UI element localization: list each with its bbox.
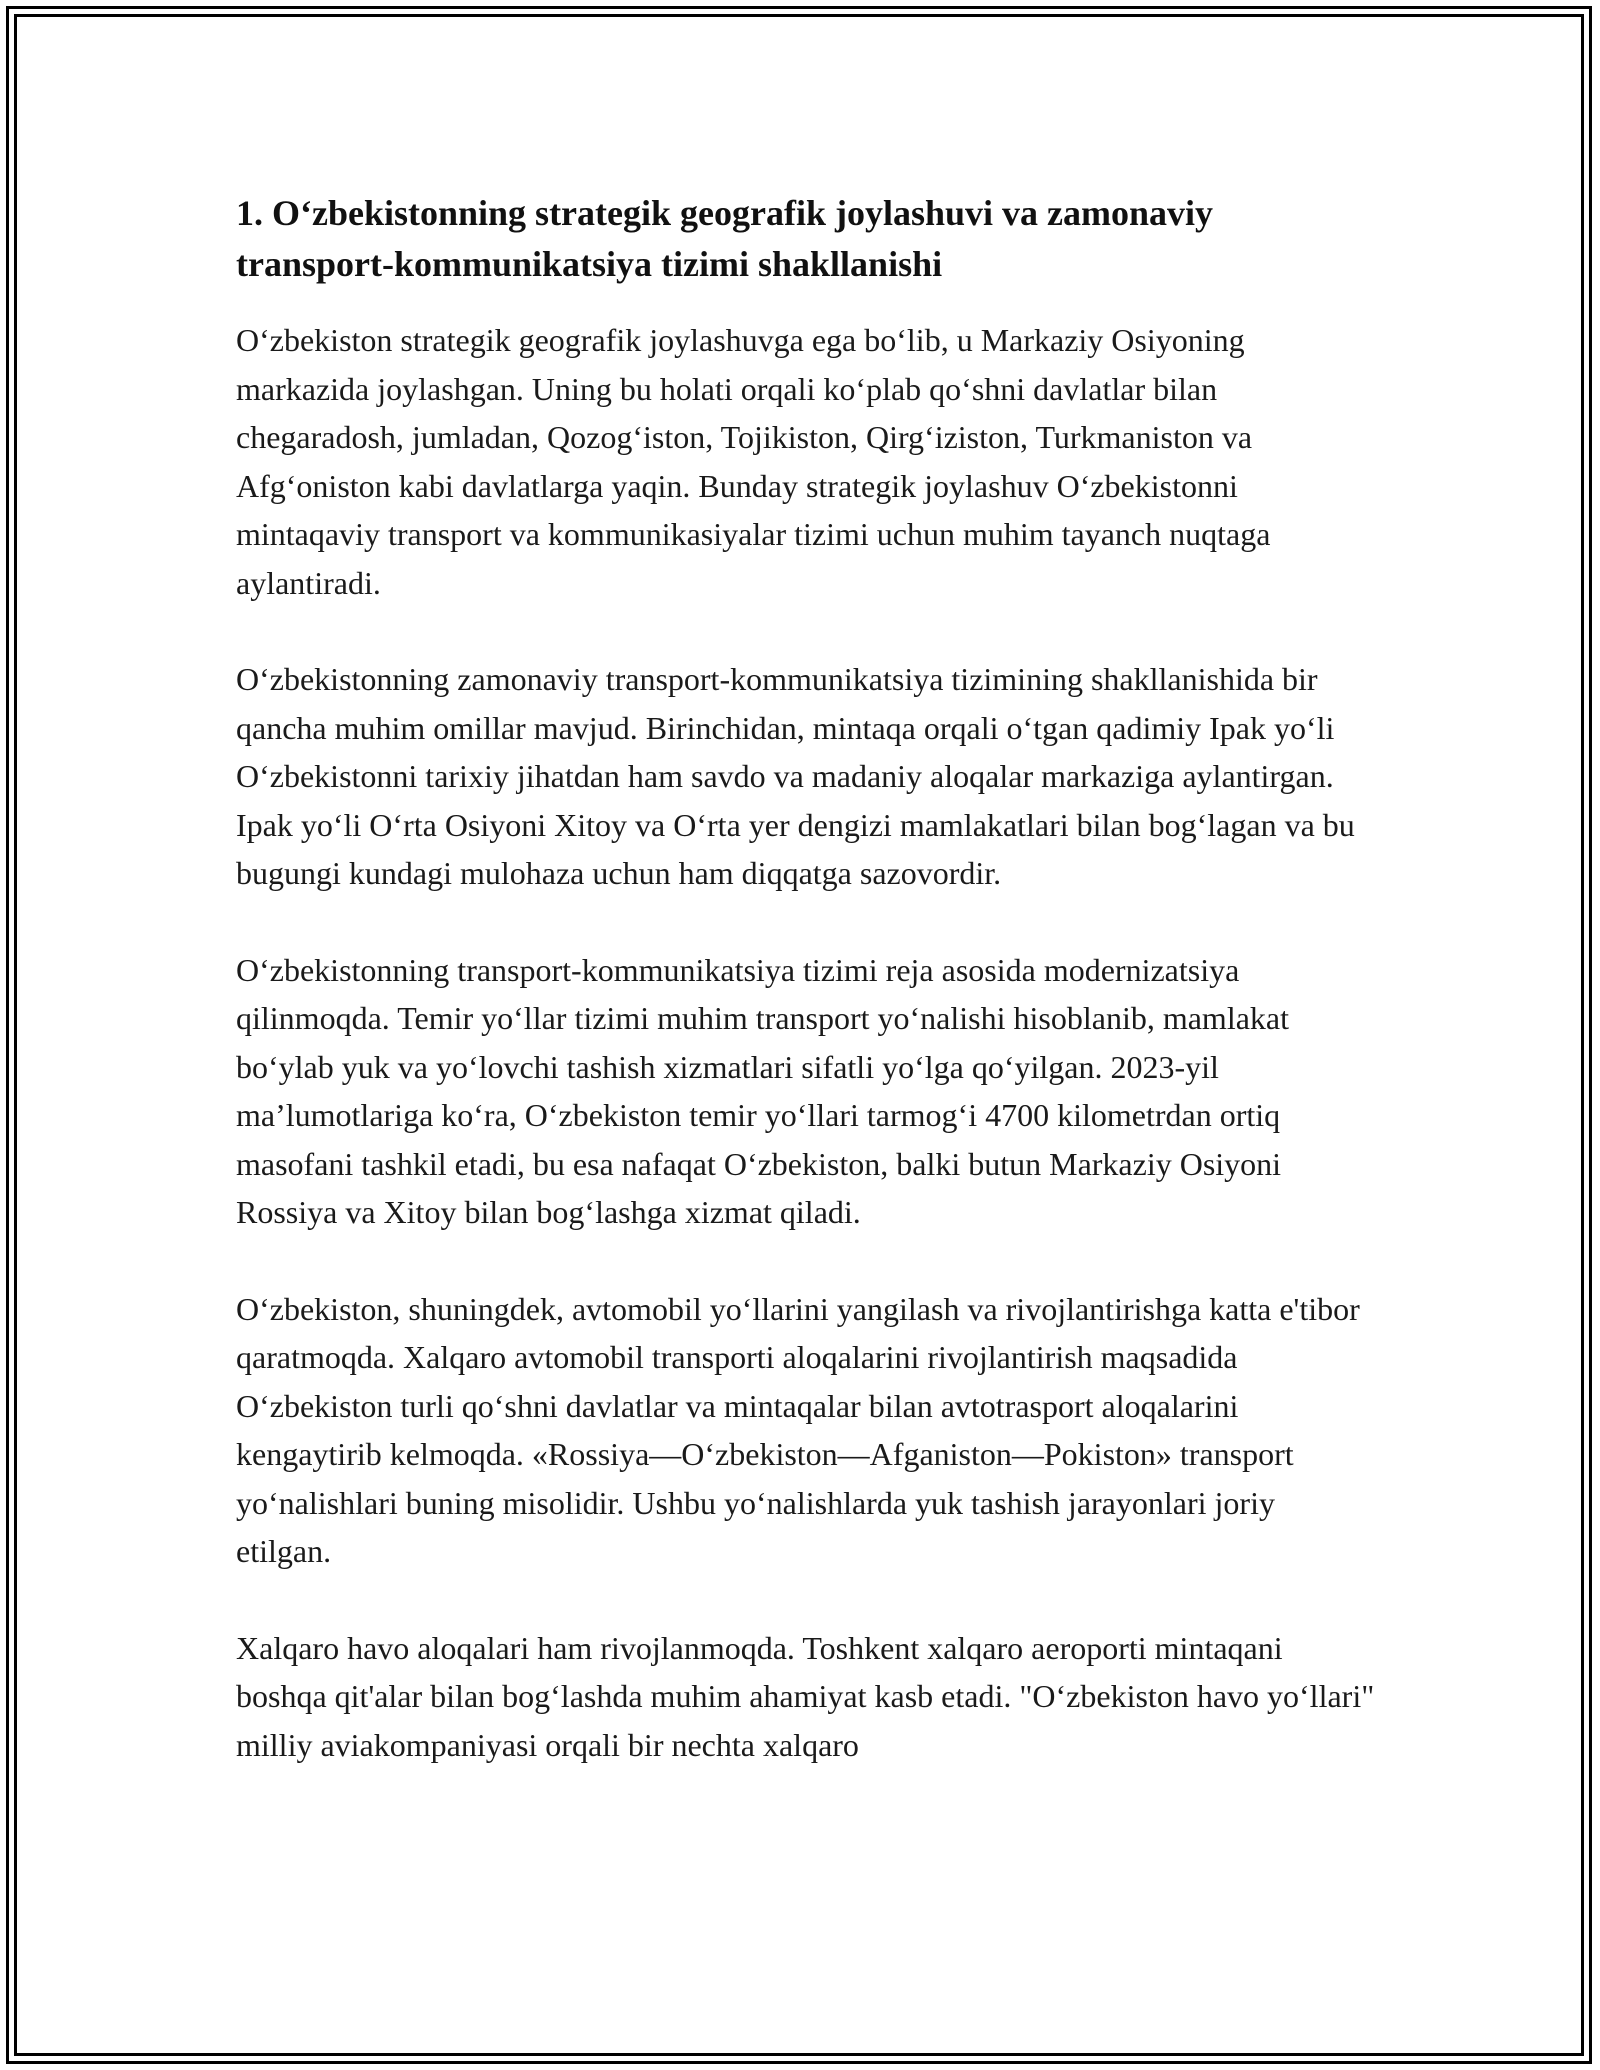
paragraph-geographic-location: O‘zbekiston strategik geografik joylashuvga ega bo‘lib, u Markaziy Osiyoning markazida joylashgan. Uning bu holati orqali ko‘plab qo‘shni davlatlar bilan chegaradosh, jumladan, Qozog‘iston, Tojikiston, Qirg‘iziston, Turkmaniston va Afg‘oniston kabi davlatlarga yaqin. Bunday strategik joylashuv O‘zbekistonni mintaqaviy transport va kommunikasiyalar tizimi uchun muhim tayanch nuqtaga aylantiradi. [236,322,1271,601]
paragraph-air-transport: Xalqaro havo aloqalari ham rivojlanmoqda. Toshkent xalqaro aeroporti mintaqani boshqa qit'alar bilan bog‘lashda muhim ahamiyat kasb etadi. "O‘zbekiston havo yo‘llari" milliy aviakompaniyasi orqali bir nechta xalqaro [236,1629,1375,1763]
paragraph-silk-road: O‘zbekistonning zamonaviy transport-kommunikatsiya tizimining shakllanishida bir qancha muhim omillar mavjud. Birinchidan, mintaqa orqali o‘tgan qadimiy Ipak yo‘li O‘zbekistonni tarixiy jihatdan ham savdo va madaniy aloqalar markaziga aylantirgan. Ipak yo‘li O‘rta Osiyoni Xitoy va O‘rta yer dengizi mamlakatlari bilan bog‘lagan va bu bugungi kundagi mulohaza uchun ham diqqatga sazovordir. [236,661,1355,891]
document-body [236,188,1376,1817]
section-heading: 1. O‘zbekistonning strategik geografik joylashuvi va zamonaviy transport-kommunikatsiya tizimi shakllanishi [236,193,1214,284]
paragraph-railways: O‘zbekistonning transport-kommunikatsiya tizimi reja asosida modernizatsiya qilinmoqda. Temir yo‘llar tizimi muhim transport yo‘nalishi hisoblanib, mamlakat bo‘ylab yuk va yo‘lovchi tashish xizmatlari sifatli yo‘lga qo‘yilgan. 2023-yil ma’lumotlariga ko‘ra, O‘zbekiston temir yo‘llari tarmog‘i 4700 kilometrdan ortiq masofani tashkil etadi, bu esa nafaqat O‘zbekiston, balki butun Markaziy Osiyoni Rossiya va Xitoy bilan bog‘lashga xizmat qiladi. [236,951,1289,1230]
paragraph-roads: O‘zbekiston, shuningdek, avtomobil yo‘llarini yangilash va rivojlantirishga katta e'tibor qaratmoqda. Xalqaro avtomobil transporti aloqalarini rivojlantirish maqsadida O‘zbekiston turli qo‘shni davlatlar va mintaqalar bilan avtotrasport aloqalarini kengaytirib kelmoqda. «Rossiya—O‘zbekiston—Afganiston—Pokiston» transport yo‘nalishlari buning misolidir. Ushbu yo‘nalishlarda yuk tashish jarayonlari joriy etilgan. [236,1290,1360,1569]
